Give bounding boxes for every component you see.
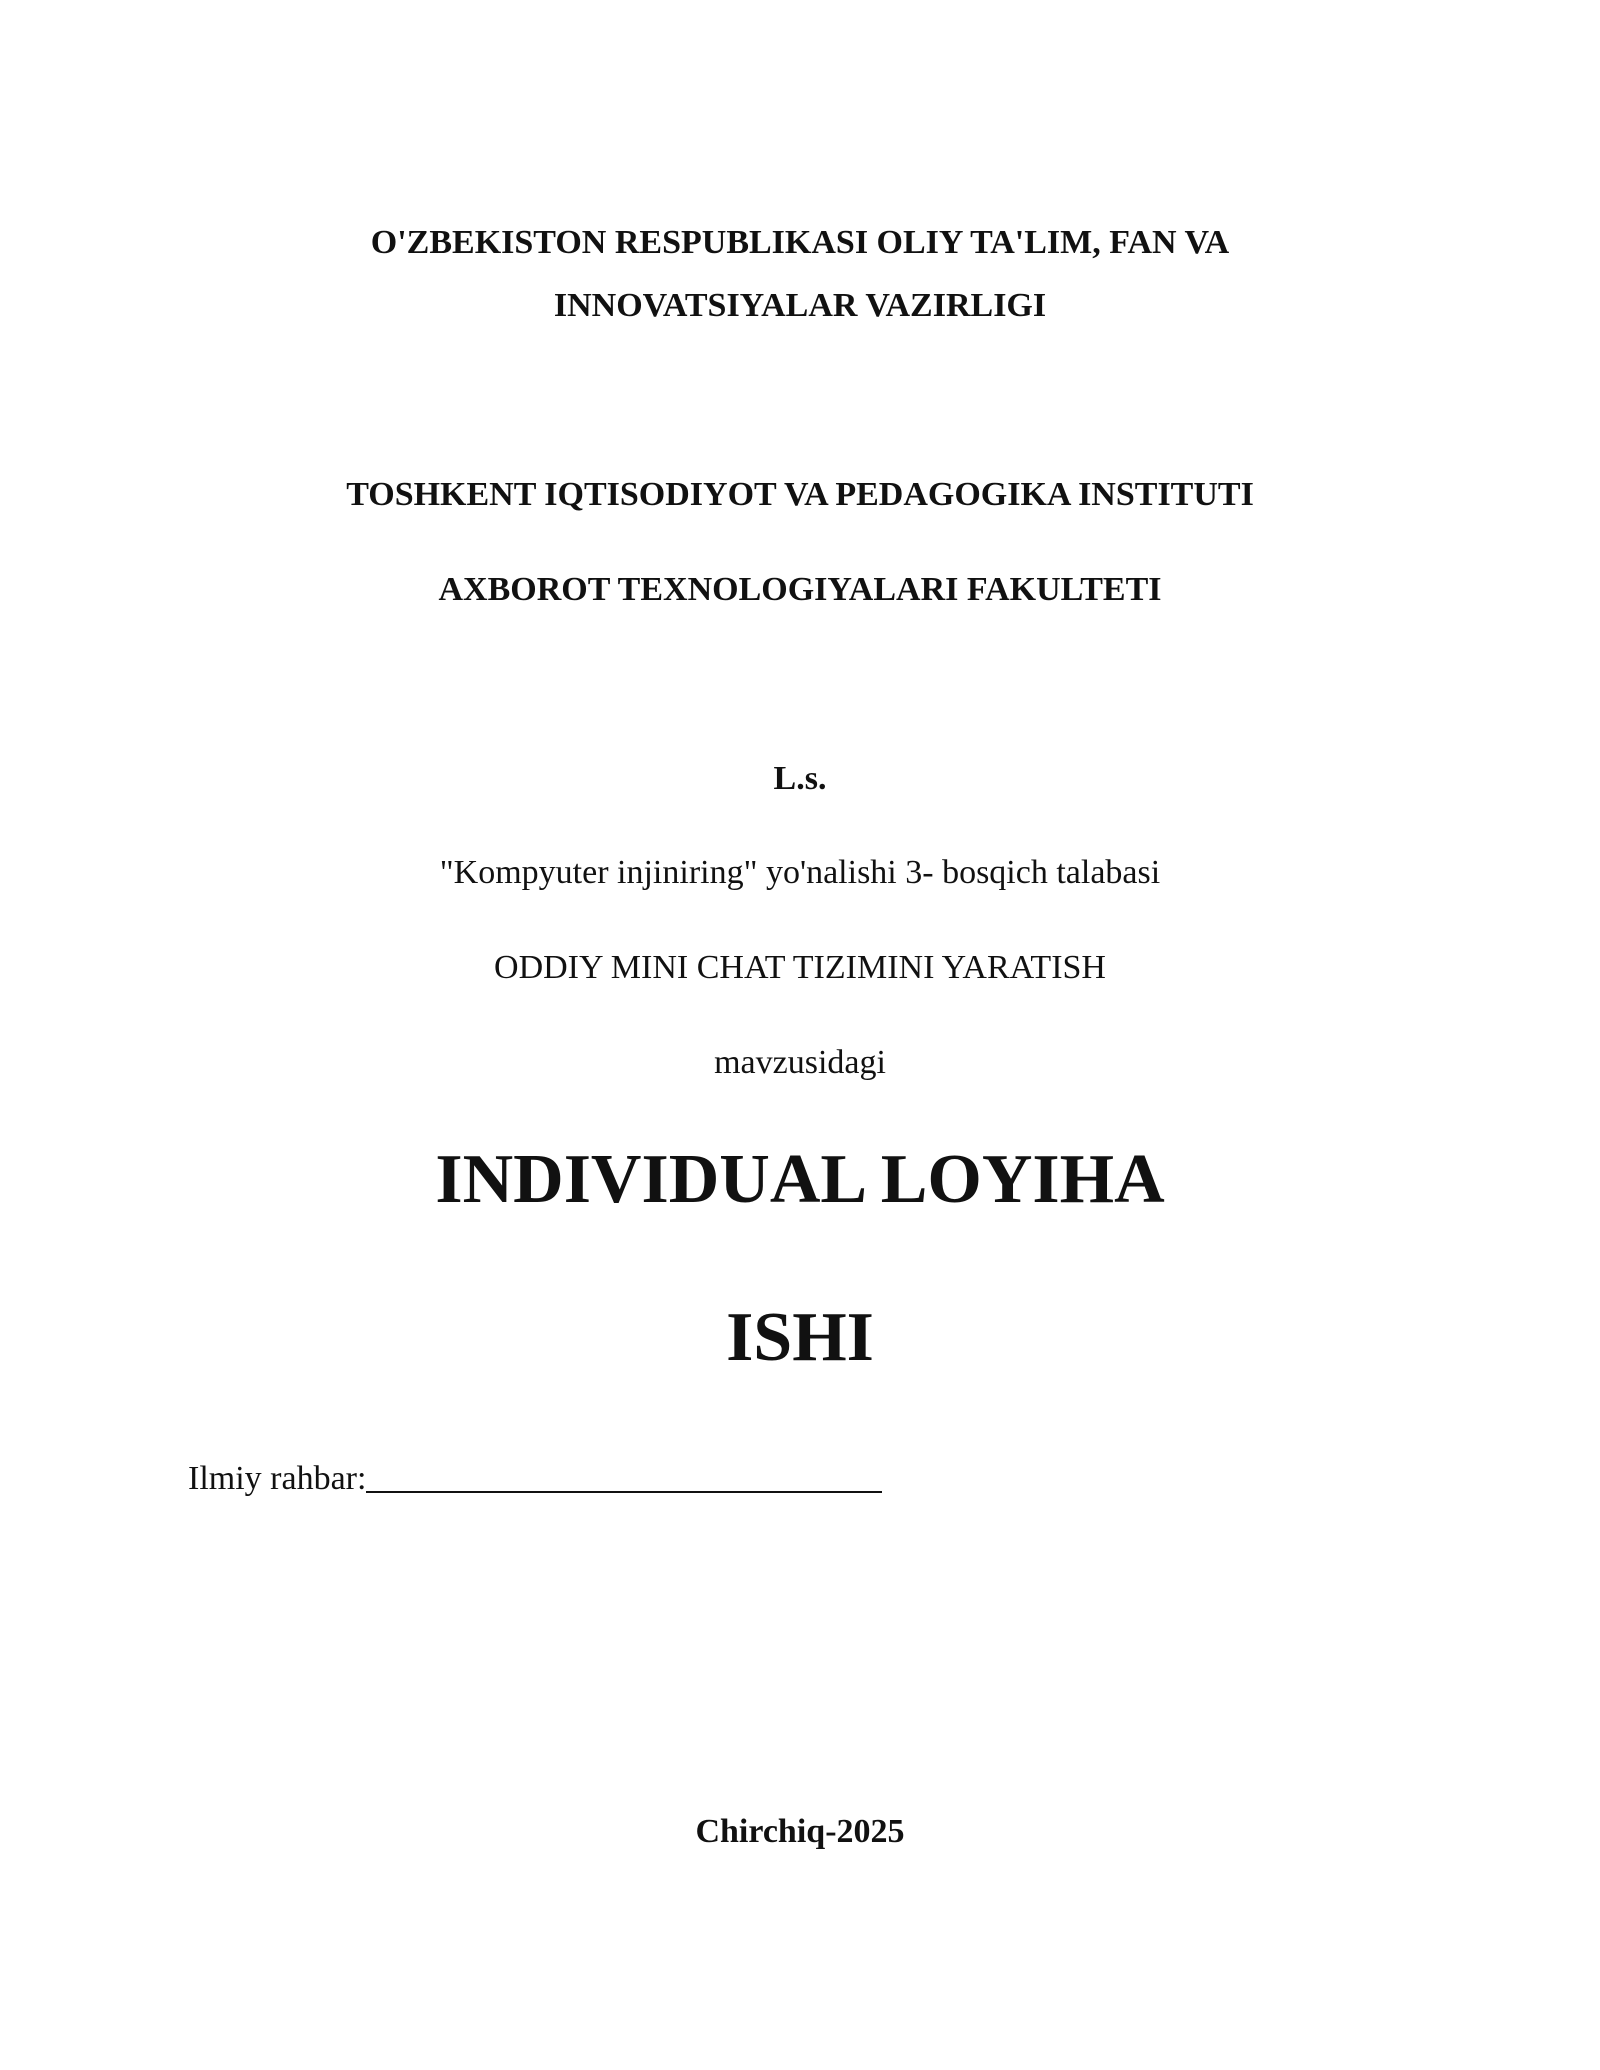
document-title-line-1: INDIVIDUAL LOYIHA (435, 1141, 1165, 1218)
faculty-name: AXBOROT TEXNOLOGIYALARI FAKULTETI (438, 571, 1162, 608)
student-description: "Kompyuter injiniring" yo'nalishi 3- bosqich talabasi (439, 854, 1161, 891)
city-year: Chirchiq-2025 (695, 1813, 905, 1850)
ls-label: L.s. (773, 760, 827, 797)
ministry-title-line-1: O'ZBEKISTON RESPUBLIKASI OLIY TA'LIM, FAN VA (370, 224, 1230, 261)
topic-suffix: mavzusidagi (714, 1044, 886, 1081)
supervisor-label: Ilmiy rahbar: (188, 1460, 367, 1497)
supervisor-field (188, 1457, 882, 1496)
project-topic: ODDIY MINI CHAT TIZIMINI YARATISH (494, 949, 1106, 986)
supervisor-blank-line (366, 1457, 882, 1493)
institute-name: TOSHKENT IQTISODIYOT VA PEDAGOGIKA INSTITUTI (346, 476, 1254, 513)
ministry-title-line-2: INNOVATSIYALAR VAZIRLIGI (553, 287, 1047, 324)
document-title-line-2: ISHI (726, 1299, 874, 1376)
